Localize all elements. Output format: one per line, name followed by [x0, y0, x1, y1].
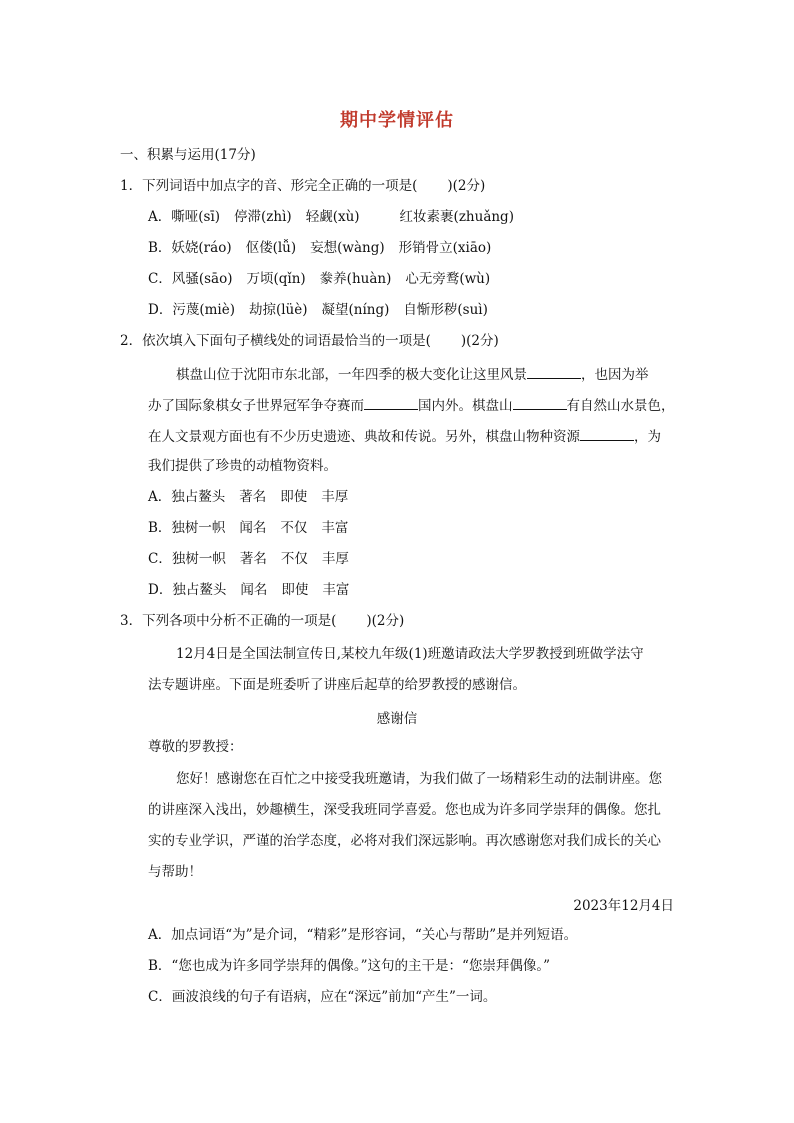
question-1-score: )(2分) — [447, 178, 486, 194]
question-2-option-c: C．独树一帜 著名 不仅 丰厚 — [148, 551, 349, 567]
question-3-stem-text: 3．下列各项中分析不正确的一项是( — [120, 613, 337, 629]
question-2-option-d: D．独占鳌头 闻名 即使 丰富 — [148, 582, 350, 598]
letter-body-line-2: 的讲座深入浅出，妙趣横生，深受我班同学喜爱。您也成为许多同学崇拜的偶像。您扎 — [148, 802, 661, 818]
letter-body-line-4: 与帮助！ — [148, 864, 202, 880]
question-2-passage-line-4: 我们提供了珍贵的动植物资料。 — [148, 458, 337, 474]
question-1-option-d: D．污蔑(miè) 劫掠(lüè) 凝望(níng) 自惭形秽(suì) — [148, 302, 488, 318]
page-title: 期中学情评估 — [340, 110, 454, 131]
letter-title: 感谢信 — [376, 711, 418, 727]
letter-salutation: 尊敬的罗教授： — [148, 739, 243, 755]
letter-body-line-3: 实的专业学识，严谨的治学态度，必将对我们深远影响。再次感谢您对我们成长的关心 — [148, 833, 661, 849]
question-2-stem — [120, 332, 499, 350]
question-2-passage-line-3: 在人文景观方面也有不少历史遗迹、典故和传说。另外，棋盘山物种资源 ，为 — [148, 426, 661, 446]
question-1-option-c: C．风骚(sāo) 万顷(qǐn) 豢养(huàn) 心无旁鹜(wù) — [148, 271, 491, 287]
question-3-intro-line-2: 法专题讲座。下面是班委听了讲座后起草的给罗教授的感谢信。 — [148, 677, 526, 693]
section-heading: 一、积累与运用(17分) — [120, 147, 256, 163]
question-3-option-a: A．加点词语“为”是介词，“精彩”是形容词，“关心与帮助”是并列短语。 — [148, 927, 578, 943]
letter-date: 2023年12月4日 — [573, 898, 674, 914]
question-1-option-b: B．妖娆(ráo) 伛偻(lǚ) 妄想(wàng) 形销骨立(xiāo) — [148, 240, 492, 256]
question-3-option-b: B．“您也成为许多同学崇拜的偶像。”这句的主干是：“您崇拜偶像。” — [148, 958, 551, 974]
question-3-option-c: C．画波浪线的句子有语病，应在“深远”前加“产生”一词。 — [148, 989, 497, 1005]
question-2-passage-line-1: 棋盘山位于沈阳市东北部，一年四季的极大变化让这里风景 ，也因为举 — [176, 364, 649, 384]
question-3-intro-line-1: 12月4日是全国法制宣传日,某校九年级(1)班邀请政法大学罗教授到班做学法守 — [176, 646, 644, 662]
letter-body-line-1: 您好！感谢您在百忙之中接受我班邀请，为我们做了一场精彩生动的法制讲座。您 — [176, 771, 662, 787]
question-3-stem — [120, 612, 404, 630]
question-3-score: )(2分) — [366, 613, 405, 629]
question-1-stem-text: 1．下列词语中加点字的音、形完全正确的一项是( — [120, 178, 418, 194]
question-2-stem-text: 2．依次填入下面句子横线处的词语最恰当的一项是( — [120, 333, 431, 349]
fill-blank-3 — [513, 395, 567, 410]
question-2-passage-line-2: 办了国际象棋女子世界冠军争夺赛而 国内外。棋盘山 有自然山水景色， — [148, 395, 675, 415]
fill-blank-2 — [364, 395, 418, 410]
question-2-option-b: B．独树一帜 闻名 不仅 丰富 — [148, 520, 349, 536]
fill-blank-1 — [527, 364, 581, 379]
question-2-option-a: A．独占鳌头 著名 即使 丰厚 — [148, 489, 349, 505]
question-1-option-a: A．嘶哑(sī) 停滞(zhì) 轻觑(xù) 红妆素裹(zhuǎng) — [148, 209, 514, 225]
question-2-score: )(2分) — [460, 333, 499, 349]
question-1-stem — [120, 177, 485, 195]
fill-blank-4 — [580, 426, 634, 441]
